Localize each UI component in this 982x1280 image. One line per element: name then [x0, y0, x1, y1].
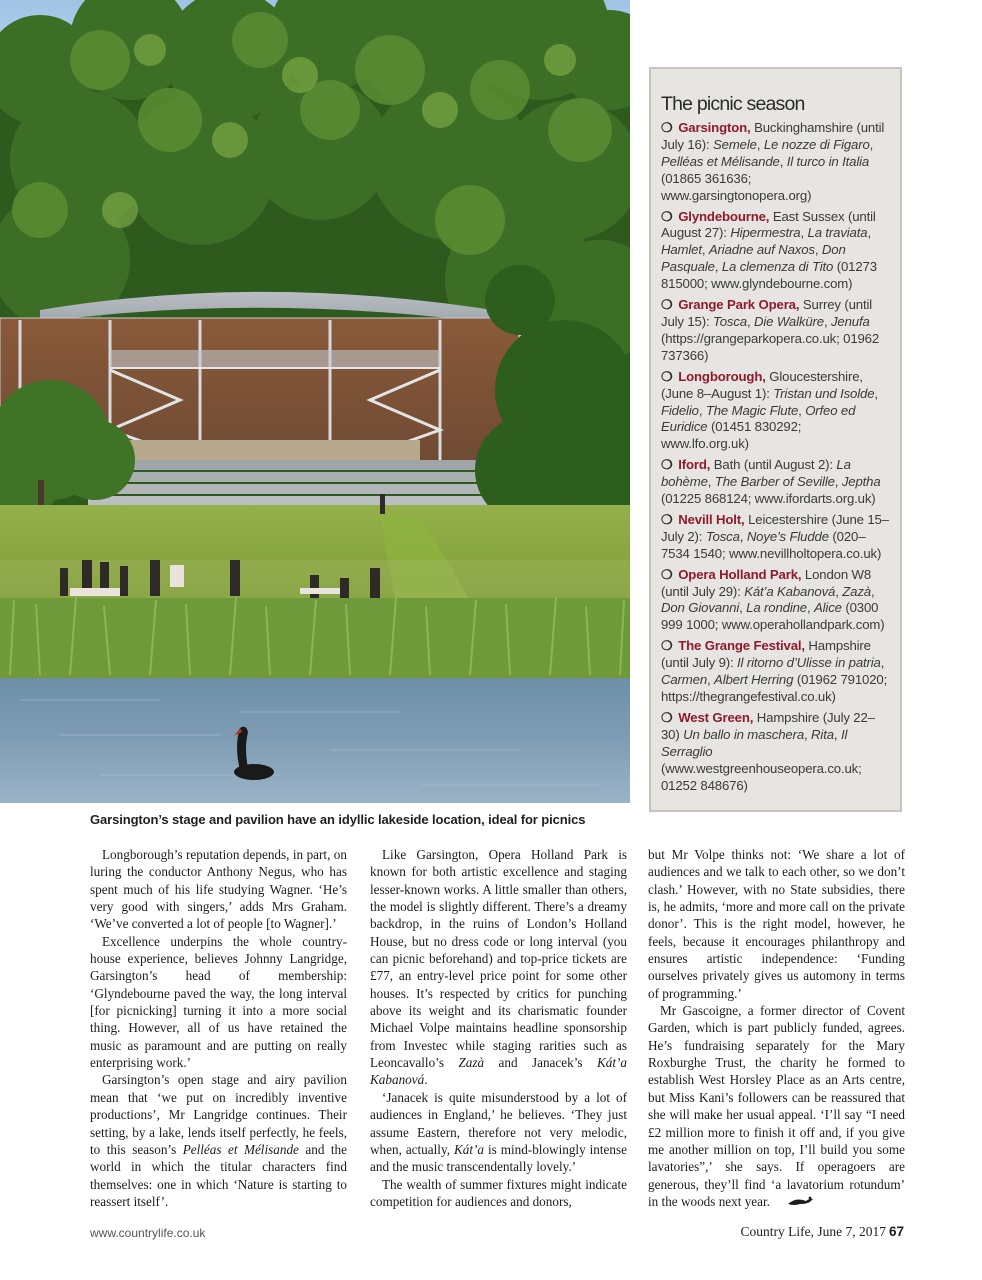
venue-details: Surrey (until July 15): Tosca, Die Walküre, Jenufa (https://grangeparkopera.co.uk; 01962 737366) [661, 297, 880, 363]
article-paragraph: but Mr Volpe thinks not: ‘We share a lot of audiences and we talk to each other, so we don’t clash.’ However, with no State subsidies, there is, he admits, ‘more and more call on the private donor’. This is the right model, however, he feels, because it encourages philanthropy and ensures artistic independence: ‘Funding ourselves privately gives us automony in terms of programming.’ [648, 847, 905, 1001]
article-column-3 [648, 846, 905, 1212]
bullet-ring-icon: ❍ [661, 208, 673, 224]
venue-list [661, 120, 890, 794]
article-column-1 [90, 846, 347, 1210]
page-number: 67 [888, 1224, 904, 1239]
bullet-ring-icon: ❍ [661, 566, 673, 582]
venue-details: Hampshire (July 22–30) Un ballo in maschera, Rita, Il Serraglio (www.westgreenhouseopera.co.uk; 01252 848676) [661, 709, 875, 793]
article-paragraph: Mr Gascoigne, a former director of Covent Garden, which is part publicly funded, agrees. He’s fundraising separately for the Mary Roxburghe Trust, the charity he formed to establish West Horsley Place as an Arts centre, but Miss Kani’s followers can be reassured that she will make her usual appeal. ‘I’ll say “I need £2 million more to finish it off and, if you give me another million on top, I’ll build you some lavatories”,’ she says. If operagoers are generous, they’ll find ‘a lavatorium rotundum’ in the woods next year. [648, 1002, 905, 1211]
venue-name: The Grange Festival, [678, 638, 805, 654]
article-paragraph: Like Garsington, Opera Holland Park is known for both artistic excellence and staging lesser-known works. A little smaller than others, the model is slightly different. There’s a dreamy backdrop, in the ruins of London’s Holland House, but no dress code or long interval (you can picnic beforehand) and top-price tickets are £77, an entry-level price point for some other houses. It’s respected by critics for punching above its weight and its charismatic founder Michael Volpe maintains headline sponsorship from Investec while staging rarities such as Leoncavallo’s Zazà and Janacek’s Kát’a Kabanová. [370, 847, 627, 1088]
article-paragraph: Longborough’s reputation depends, in part, on luring the conductor Anthony Negus, who has spent much of his life studying Wagner. ‘He’s very good with singers,’ adds Mrs Graham. ‘We’ve converted a lot of people [to Wagner].’ [90, 847, 347, 932]
venue-name: Grange Park Opera, [678, 297, 800, 313]
venue-details: Buckinghamshire (until July 16): Semele, Le nozze di Figaro, Pelléas et Mélisande, Il turco in Italia (01865 361636; www.garsingtonopera.org) [661, 120, 885, 203]
venue-entry [661, 209, 890, 294]
venue-entry [661, 512, 890, 563]
venue-name: Longborough, [678, 368, 766, 384]
venue-entry [661, 120, 890, 205]
venue-entry [661, 369, 890, 454]
venue-entry [661, 567, 890, 635]
picnic-season-sidebar [649, 67, 902, 812]
venue-name: Nevill Holt, [678, 511, 745, 527]
article-paragraph: The wealth of summer fixtures might indicate competition for audiences and donors, [370, 1176, 627, 1209]
footer-issue [740, 1224, 904, 1240]
article-paragraph: Excellence underpins the whole country-house experience, believes Johnny Langridge, Garsington’s head of membership: ‘Glyndebourne paved the way, the long interval [for picnicking] turning it into a more social thing. However, all of us have retained the music as paramount and are putting on really enterprising work.’ [90, 933, 347, 1071]
bullet-ring-icon: ❍ [661, 709, 673, 725]
venue-details: East Sussex (until August 27): Hipermestra, La traviata, Hamlet, Ariadne auf Naxos, Don Pasquale, La clemenza di Tito (01273 815000; www.glyndebourne.com) [661, 208, 877, 292]
venue-details: Bath (until August 2): La bohème, The Barber of Seville, Jeptha (01225 868124; www.ifordarts.org.uk) [661, 457, 881, 507]
article-column-2 [370, 846, 627, 1210]
sidebar-title: The picnic season [661, 93, 805, 115]
peacock-end-icon [774, 1194, 814, 1211]
article-paragraph: ‘Janacek is quite misunderstood by a lot of audiences in England,’ he believes. ‘They just assume Eastern, therefore not very melodic, when, actually, Kát’a is mind-blowingly intense and the music transcendentally lovely.’ [370, 1089, 627, 1175]
bullet-ring-icon: ❍ [661, 457, 673, 473]
venue-details: Leicestershire (June 15–July 2): Tosca, Noye’s Fludde (020–7534 1540; www.nevillholtopera.co.uk) [661, 511, 889, 561]
footer-issue-label: Country Life, June 7, 2017 [740, 1224, 886, 1239]
venue-entry [661, 638, 890, 706]
article-paragraph: Garsington’s open stage and airy pavilion mean that ‘we put on incredibly inventive productions’, Mr Langridge continues. Their setting, by a lake, lends itself perfectly, he feels, to this season’s Pelléas et Mélisande and the world in which the titular characters find themselves: one in which ‘Nature is starting to reassert itself’. [90, 1072, 348, 1209]
venue-entry [661, 710, 890, 795]
venue-name: Opera Holland Park, [678, 566, 802, 582]
bullet-ring-icon: ❍ [661, 120, 673, 135]
venue-details: Gloucestershire, (June 8–August 1): Tristan und Isolde, Fidelio, The Magic Flute, Orfeo ed Euridice (01451 830292; www.lfo.org.uk) [661, 368, 878, 452]
bullet-ring-icon: ❍ [661, 638, 673, 654]
venue-name: Garsington, [678, 120, 751, 135]
venue-details: Hampshire (until July 9): Il ritorno d’Ulisse in patria, Carmen, Albert Herring (01962 791020; https://thegrangefestival.co.uk) [661, 638, 888, 704]
bullet-ring-icon: ❍ [661, 368, 673, 384]
footer-website: www.countrylife.co.uk [90, 1226, 206, 1240]
venue-details: London W8 (until July 29): Kát’a Kabanová, Zazà, Don Giovanni, La rondine, Alice (0300 999 1000; www.operahollandpark.com) [661, 566, 885, 633]
bullet-ring-icon: ❍ [661, 297, 673, 313]
venue-name: Glyndebourne, [678, 208, 770, 224]
venue-name: Iford, [678, 457, 711, 473]
lakeside-photo [0, 0, 630, 803]
venue-entry [661, 297, 890, 365]
photo-caption: Garsington’s stage and pavilion have an idyllic lakeside location, ideal for picnics [90, 812, 586, 827]
bullet-ring-icon: ❍ [661, 511, 673, 527]
venue-name: West Green, [678, 709, 754, 725]
venue-entry [661, 457, 890, 508]
